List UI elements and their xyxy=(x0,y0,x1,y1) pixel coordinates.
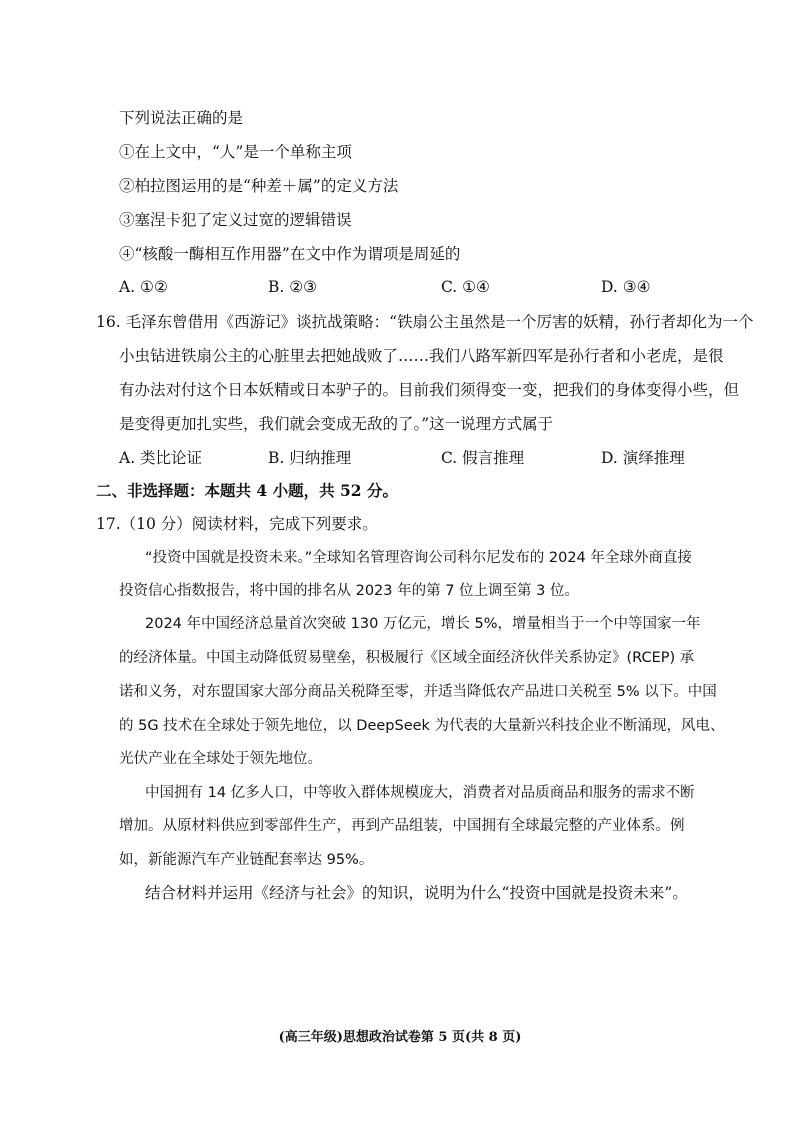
q17-material-line-2: 投资信心指数报告，将中国的排名从 2023 年的第 7 位上调至第 3 位。 xyxy=(119,583,580,599)
q15-statement-1: ①在上文中，“人”是一个单称主项 xyxy=(119,143,352,161)
q17-material-line-4: 的经济体量。中国主动降低贸易壁垒，积极履行《区域全面经济伙伴关系协定》(RCEP) 承 xyxy=(119,650,695,666)
q16-line-3: 有办法对付这个日本妖精或日本驴子的。目前我们须得变一变，把我们的身体变得小些，但 xyxy=(119,381,740,399)
section-heading: 二、非选择题：本题共 4 小题，共 52 分。 xyxy=(96,481,398,500)
q16-line-1: 16. 毛泽东曾借用《西游记》谈抗战策略：“铁扇公主虽然是一个厉害的妖精，孙行者却化为一个 xyxy=(96,313,754,331)
q15-statement-2: ②柏拉图运用的是“种差＋属”的定义方法 xyxy=(119,177,399,195)
q17-material-line-5: 诺和义务，对东盟国家大部分商品关税降至零，并适当降低农产品进口关税至 5% 以下。中国 xyxy=(119,684,717,700)
q16-line-4: 是变得更加扎实些，我们就会变成无敌的了。”这一说理方式属于 xyxy=(119,415,554,433)
q15-option-a: A. ①② xyxy=(119,278,168,296)
q15-stem: 下列说法正确的是 xyxy=(119,109,244,127)
q15-option-d: D. ③④ xyxy=(601,278,651,296)
q16-line-2: 小虫钻进铁扇公主的心脏里去把她战败了……我们八路军新四军是孙行者和小老虎，是很 xyxy=(119,347,724,365)
q17-material-line-7: 光伏产业在全球处于领先地位。 xyxy=(119,751,322,767)
q17-material-line-6: 的 5G 技术在全球处于领先地位，以 DeepSeek 为代表的大量新兴科技企业不断涌现，风电、 xyxy=(119,718,725,734)
q15-statement-4: ④“核酸一酶相互作用器”在文中作为谓项是周延的 xyxy=(119,245,461,263)
q15-option-b: B. ②③ xyxy=(268,278,318,296)
q17-material-line-3: 2024 年中国经济总量首次突破 130 万亿元，增长 5%，增量相当于一个中等国家一年 xyxy=(145,616,701,632)
q16-option-a: A. 类比论证 xyxy=(119,449,203,467)
q17-material-line-8: 中国拥有 14 亿多人口，中等收入群体规模庞大，消费者对品质商品和服务的需求不断 xyxy=(145,785,695,801)
q16-option-c: C. 假言推理 xyxy=(441,449,525,467)
q17-question: 结合材料并运用《经济与社会》的知识，说明为什么“投资中国就是投资未来”。 xyxy=(145,884,688,902)
page-footer: (高三年级)思想政治试卷第 5 页(共 8 页) xyxy=(278,1030,522,1045)
q16-option-b: B. 归纳推理 xyxy=(268,449,352,467)
q17-material-line-9: 增加。从原材料供应到零部件生产，再到产品组装，中国拥有全球最完整的产业体系。例 xyxy=(119,818,685,834)
q17-header: 17.（10 分）阅读材料，完成下列要求。 xyxy=(96,515,378,533)
q17-material-line-1: “投资中国就是投资未来。”全球知名管理咨询公司科尔尼发布的 2024 年全球外商直接 xyxy=(145,550,692,566)
q15-statement-3: ③塞涅卡犯了定义过宽的逻辑错误 xyxy=(119,211,352,229)
q15-option-c: C. ①④ xyxy=(441,278,490,296)
q17-material-line-10: 如，新能源汽车产业链配套率达 95%。 xyxy=(119,852,374,868)
q16-option-d: D. 演绎推理 xyxy=(601,449,685,467)
